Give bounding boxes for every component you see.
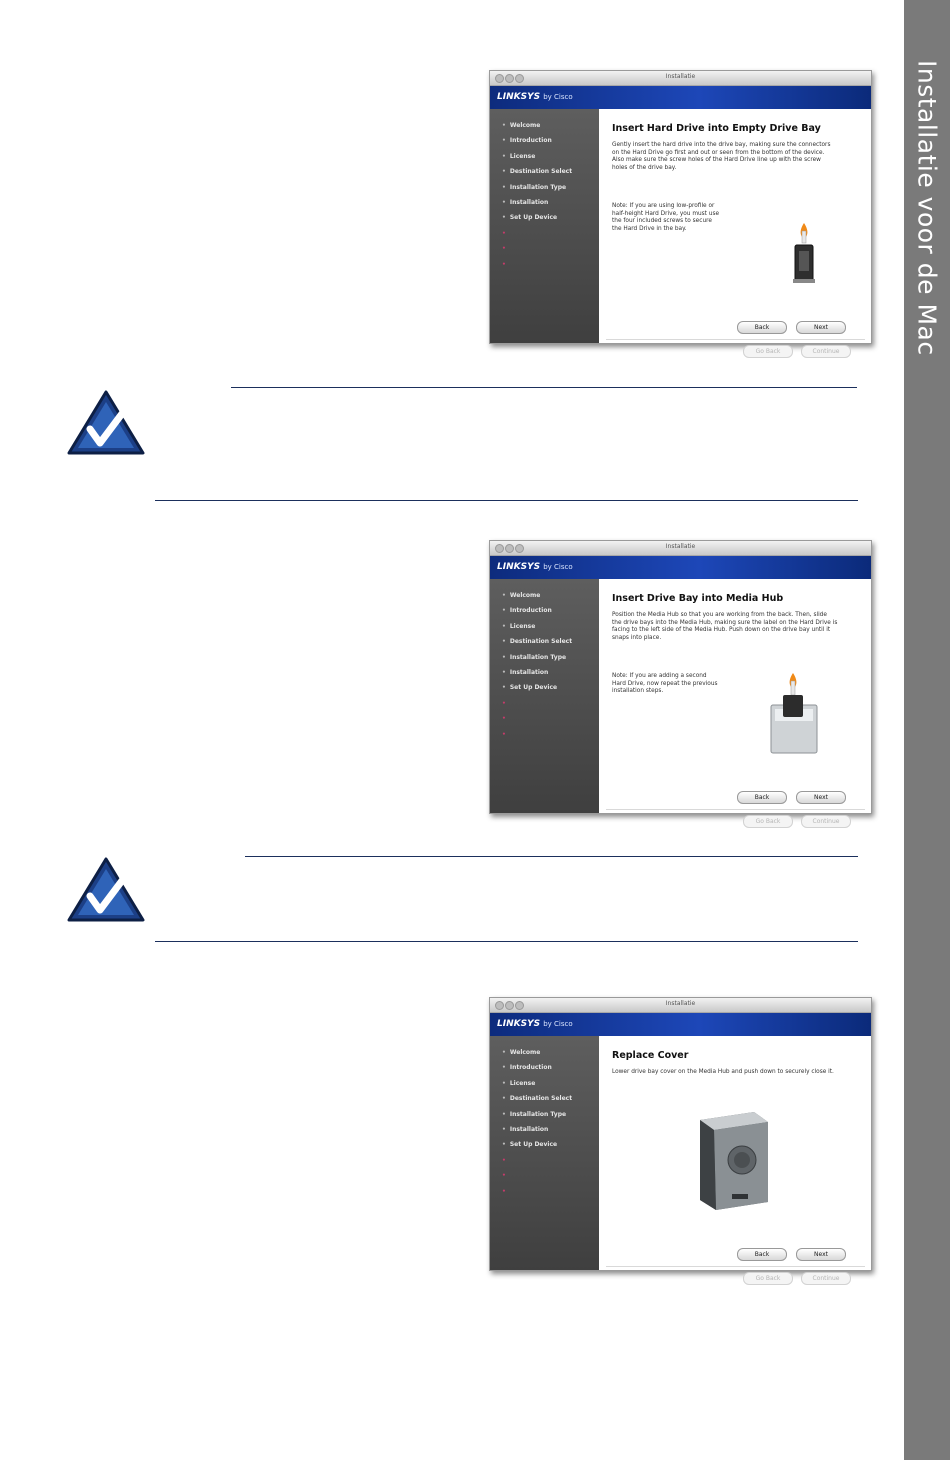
brand-banner: [490, 556, 871, 579]
step-content: [600, 1036, 871, 1282]
brand-banner: [490, 1013, 871, 1036]
step-blurred: [502, 261, 599, 276]
step-set-up-device: • Set Up Device: [502, 684, 599, 699]
step-note: Note: If you are adding a second Hard Drive, now repeat the previous installation steps.: [612, 673, 718, 695]
step-destination-select: • Destination Select: [502, 1095, 599, 1110]
steps-sidebar: [490, 109, 599, 343]
step-note: Note: If you are using low-profile or half-height Hard Drive, you must use the four included screws to secure the Hard Drive in the bay.: [612, 203, 720, 233]
checkmark-note-icon: [66, 389, 146, 459]
note-bottom-rule: [155, 941, 858, 942]
back-button[interactable]: Back: [737, 791, 787, 804]
step-blurred: [502, 715, 599, 730]
checkmark-note-icon: [66, 856, 146, 926]
footer-divider: [606, 809, 865, 810]
step-blurred: [502, 700, 599, 715]
step-set-up-device: • Set Up Device: [502, 1141, 599, 1156]
step-description: Gently insert the hard drive into the drive bay, making sure the connectors on the Hard Drive go first and out or seen from the bottom of the device. Also make sure the screw holes of the Hard Drive line up with the screw holes of the drive bay.: [612, 142, 831, 172]
brand-banner: [490, 86, 871, 109]
step-installation-type: • Installation Type: [502, 654, 599, 669]
continue-button[interactable]: Continue: [801, 1272, 851, 1285]
note-bottom-rule: [155, 500, 858, 501]
step-blurred: [502, 245, 599, 260]
steps-sidebar: [490, 579, 599, 813]
step-heading: Replace Cover: [612, 1050, 689, 1061]
window-title: Installatie: [665, 1000, 696, 1007]
step-blurred: [502, 731, 599, 746]
next-button[interactable]: Next: [796, 791, 846, 804]
step-license: • License: [502, 1080, 599, 1095]
installer-window-1: [489, 70, 872, 355]
next-button[interactable]: Next: [796, 321, 846, 334]
section-tab-label: Installatie voor de Mac: [912, 60, 942, 356]
step-content: [600, 579, 871, 825]
next-button[interactable]: Next: [796, 1248, 846, 1261]
step-license: • License: [502, 153, 599, 168]
step-content: [600, 109, 871, 355]
step-blurred: [502, 1172, 599, 1187]
step-blurred: [502, 1188, 599, 1203]
continue-button[interactable]: Continue: [801, 345, 851, 358]
step-welcome: • Welcome: [502, 1049, 599, 1064]
step-introduction: • Introduction: [502, 607, 599, 622]
window-titlebar: [490, 541, 871, 556]
step-installation-type: • Installation Type: [502, 1111, 599, 1126]
step-introduction: • Introduction: [502, 1064, 599, 1079]
footer-divider: [606, 339, 865, 340]
step-installation: • Installation: [502, 669, 599, 684]
step-description: Position the Media Hub so that you are working from the back. Then, slide the drive bays into the Media Hub, making sure the label on the Hard Drive is facing to the left side of the Media Hub. Push down on the drive bay until it snaps into place.: [612, 612, 838, 642]
go-back-button[interactable]: Go Back: [743, 815, 793, 828]
media-hub-device-illustration: [692, 1108, 774, 1212]
step-license: • License: [502, 623, 599, 638]
step-introduction: • Introduction: [502, 137, 599, 152]
window-titlebar: [490, 998, 871, 1013]
back-button[interactable]: Back: [737, 321, 787, 334]
step-blurred: [502, 230, 599, 245]
footer-divider: [606, 1266, 865, 1267]
go-back-button[interactable]: Go Back: [743, 1272, 793, 1285]
linksys-logo: LINKSYS by Cisco: [497, 92, 573, 102]
step-heading: Insert Drive Bay into Media Hub: [612, 593, 784, 604]
step-installation-type: • Installation Type: [502, 184, 599, 199]
window-title: Installatie: [665, 543, 696, 550]
continue-button[interactable]: Continue: [801, 815, 851, 828]
media-hub-illustration: [765, 671, 825, 757]
window-titlebar: [490, 71, 871, 86]
steps-sidebar: [490, 1036, 599, 1270]
note-top-rule: [245, 856, 858, 857]
step-set-up-device: • Set Up Device: [502, 214, 599, 229]
step-destination-select: • Destination Select: [502, 168, 599, 183]
step-description: Lower drive bay cover on the Media Hub and push down to securely close it.: [612, 1069, 834, 1075]
step-installation: • Installation: [502, 1126, 599, 1141]
window-title: Installatie: [665, 73, 696, 80]
linksys-logo: LINKSYS by Cisco: [497, 1019, 573, 1029]
section-side-tab: [904, 0, 950, 1460]
linksys-logo: LINKSYS by Cisco: [497, 562, 573, 572]
step-blurred: [502, 1157, 599, 1172]
hard-drive-illustration: [785, 221, 825, 287]
go-back-button[interactable]: Go Back: [743, 345, 793, 358]
step-welcome: • Welcome: [502, 592, 599, 607]
step-heading: Insert Hard Drive into Empty Drive Bay: [612, 123, 821, 134]
step-welcome: • Welcome: [502, 122, 599, 137]
note-top-rule: [231, 387, 857, 388]
step-installation: • Installation: [502, 199, 599, 214]
step-destination-select: • Destination Select: [502, 638, 599, 653]
back-button[interactable]: Back: [737, 1248, 787, 1261]
installer-window-2: [489, 540, 872, 825]
installer-window-3: [489, 997, 872, 1282]
